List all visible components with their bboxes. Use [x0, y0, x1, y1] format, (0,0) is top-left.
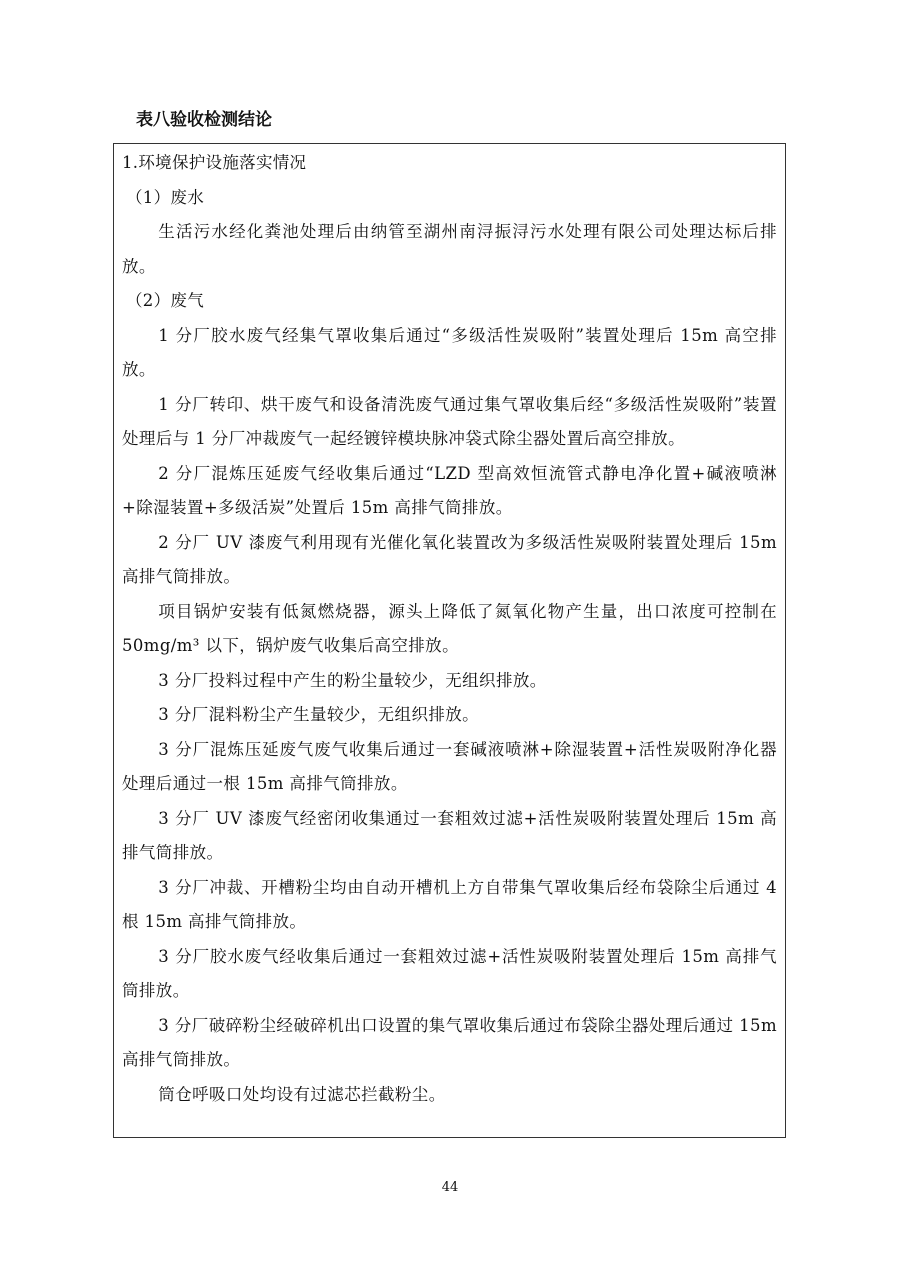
waste-gas-paragraph-5: 项目锅炉安装有低氮燃烧器，源头上降低了氮氧化物产生量，出口浓度可控制在 50mg/m³ 以下，锅炉废气收集后高空排放。: [122, 601, 777, 655]
waste-gas-paragraph-12: 3 分厂破碎粉尘经破碎机出口设置的集气罩收集后通过布袋除尘器处理后通过 15m 高排气筒排放。: [122, 1015, 777, 1069]
waste-gas-paragraph-13: 筒仓呼吸口处均设有过滤芯拦截粉尘。: [158, 1084, 446, 1104]
wastewater-paragraph: 生活污水经化粪池处理后由纳管至湖州南浔振浔污水处理有限公司处理达标后排放。: [122, 222, 777, 276]
subsection-heading: 1.环境保护设施落实情况: [122, 153, 307, 172]
waste-gas-paragraph-3: 2 分厂混炼压延废气经收集后通过“LZD 型高效恒流管式静电净化置+碱液喷淋+除湿装置+多级活炭”处置后 15m 高排气筒排放。: [122, 463, 777, 517]
conclusion-table-cell: [113, 143, 786, 1138]
waste-gas-paragraph-4: 2 分厂 UV 漆废气利用现有光催化氧化装置改为多级活性炭吸附装置处理后 15m 高排气筒排放。: [122, 532, 777, 586]
waste-gas-paragraph-8: 3 分厂混炼压延废气废气收集后通过一套碱液喷淋+除湿装置+活性炭吸附净化器处理后通过一根 15m 高排气筒排放。: [122, 739, 777, 793]
waste-gas-paragraph-1: 1 分厂胶水废气经集气罩收集后通过“多级活性炭吸附”装置处理后 15m 高空排放。: [122, 325, 777, 379]
waste-gas-paragraph-2: 1 分厂转印、烘干废气和设备清洗废气通过集气罩收集后经“多级活性炭吸附”装置处理后与 1 分厂冲裁废气一起经镀锌模块脉冲袋式除尘器处置后高空排放。: [122, 394, 777, 448]
waste-gas-paragraph-10: 3 分厂冲裁、开槽粉尘均由自动开槽机上方自带集气罩收集后经布袋除尘后通过 4 根 15m 高排气筒排放。: [122, 877, 777, 931]
waste-gas-paragraph-6: 3 分厂投料过程中产生的粉尘量较少，无组织排放。: [158, 670, 547, 690]
section-title: 表八验收检测结论: [136, 110, 272, 130]
waste-gas-paragraph-9: 3 分厂 UV 漆废气经密闭收集通过一套粗效过滤+活性炭吸附装置处理后 15m 高排气筒排放。: [122, 808, 777, 862]
wastewater-heading: （1）废水: [126, 187, 204, 207]
waste-gas-heading: （2）废气: [126, 291, 204, 310]
waste-gas-paragraph-11: 3 分厂胶水废气经收集后通过一套粗效过滤+活性炭吸附装置处理后 15m 高排气筒排放。: [122, 946, 777, 1000]
waste-gas-paragraph-7: 3 分厂混料粉尘产生量较少，无组织排放。: [158, 705, 480, 724]
page-number: 44: [441, 1180, 459, 1195]
